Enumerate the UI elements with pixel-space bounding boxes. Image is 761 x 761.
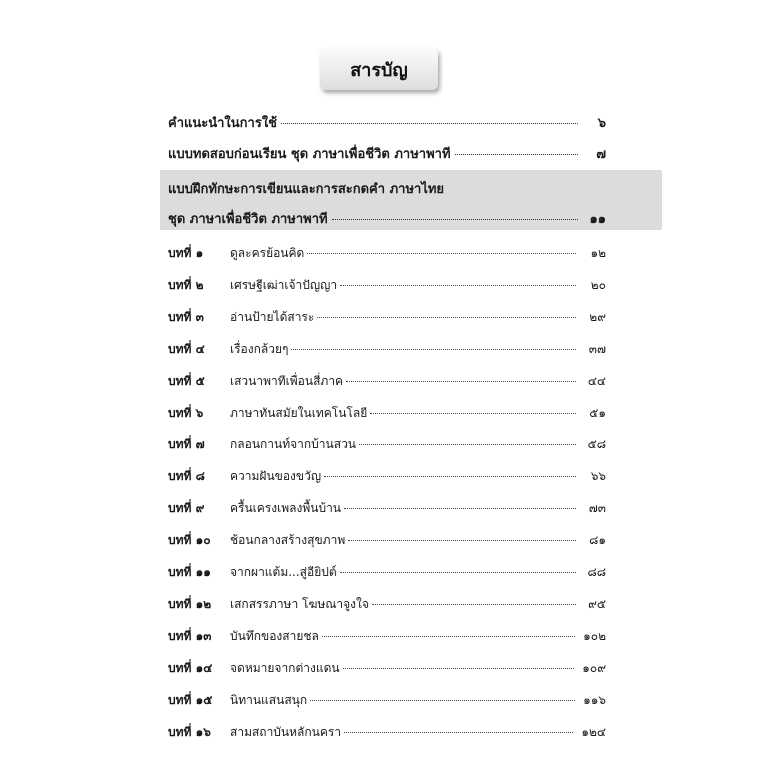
- chapter-title: ภาษาทันสมัยในเทคโนโลยี: [230, 405, 368, 420]
- toc-row-label: แบบทดสอบก่อนเรียน ชุด ภาษาเพื่อชีวิต ภาษาพาที: [168, 147, 451, 162]
- chapter-title: เสกสรรภาษา โฆษณาจูงใจ: [230, 596, 369, 611]
- chapter-title: สามสถาบันหลักนครา: [230, 724, 342, 739]
- dot-leader: [307, 253, 576, 254]
- dot-leader: [324, 476, 576, 477]
- toc-row-pretest: [168, 143, 606, 164]
- chapter-title: จดหมายจากต่างแดน: [230, 660, 340, 675]
- chapter-page: ๘๑: [589, 533, 606, 548]
- chapter-number: บทที่ ๗: [168, 437, 205, 452]
- dot-leader: [343, 668, 575, 669]
- section-heading-line2: [168, 208, 606, 229]
- dot-leader: [322, 636, 575, 637]
- chapter-title: นิทานแสนสนุก: [230, 692, 308, 707]
- dot-leader: [372, 604, 576, 605]
- chapter-number: บทที่ ๓: [168, 309, 204, 324]
- chapter-title: ความฝันของขวัญ: [230, 469, 322, 484]
- chapter-title: อ่านป้ายได้สาระ: [230, 309, 315, 324]
- chapter-row: [168, 563, 606, 582]
- chapter-row: [168, 531, 606, 550]
- chapter-number: บทที่ ๑: [168, 246, 204, 260]
- chapter-title: ดูละครย้อนคิด: [230, 246, 305, 260]
- dot-leader: [348, 540, 576, 541]
- dot-leader: [370, 413, 576, 414]
- chapter-page: ๒๙: [589, 309, 606, 324]
- dot-leader: [359, 444, 576, 445]
- chapter-page: ๒๐: [590, 277, 606, 292]
- dot-leader: [346, 381, 576, 382]
- chapter-row: [168, 340, 606, 359]
- section-heading-line1: แบบฝึกทักษะการเขียนและการสะกดคำ ภาษาไทย: [168, 182, 445, 197]
- chapter-number: บทที่ ๑๓: [168, 628, 212, 643]
- chapter-number: บทที่ ๖: [168, 405, 204, 420]
- chapter-row: [168, 691, 606, 710]
- chapter-title: เศรษฐีเฒ่าเจ้าปัญญา: [230, 277, 338, 292]
- chapter-row: [168, 467, 606, 486]
- chapter-row: [168, 723, 606, 742]
- chapter-page: ๕๘: [587, 437, 606, 452]
- dot-leader: [344, 732, 573, 733]
- chapter-number: บทที่ ๙: [168, 501, 205, 516]
- chapter-row: [168, 499, 606, 518]
- chapter-number: บทที่ ๑๔: [168, 660, 213, 675]
- dot-leader: [455, 154, 578, 155]
- chapter-title: จากผาแต้ม...สู่อียิปต์: [230, 565, 337, 579]
- toc-row-label: คำแนะนำในการใช้: [168, 116, 277, 131]
- toc-row-page: ๗: [596, 147, 606, 162]
- dot-leader: [310, 700, 575, 701]
- dot-leader: [317, 317, 576, 318]
- section-label: ชุด ภาษาเพื่อชีวิต ภาษาพาที: [168, 212, 328, 227]
- chapter-number: บทที่ ๑๐: [168, 533, 211, 548]
- chapter-page: ๗๓: [588, 501, 606, 516]
- chapter-number: บทที่ ๒: [168, 277, 204, 292]
- dot-leader: [281, 123, 578, 124]
- chapter-page: ๑๒: [590, 246, 606, 260]
- chapter-page: ๖๖: [590, 469, 606, 484]
- toc-row-instructions: [168, 112, 606, 133]
- dot-leader: [291, 349, 576, 350]
- chapter-title: เสวนาพาทีเพื่อนสี่ภาค: [230, 373, 344, 388]
- chapter-row: [168, 435, 606, 454]
- chapter-number: บทที่ ๑๕: [168, 692, 213, 707]
- chapter-row: [168, 595, 606, 614]
- chapter-page: ๙๕: [588, 596, 606, 611]
- chapter-title: ครื้นเครงเพลงพื้นบ้าน: [230, 501, 342, 516]
- chapter-number: บทที่ ๑๖: [168, 724, 211, 739]
- dot-leader: [340, 572, 576, 573]
- chapter-page: ๑๒๔: [581, 724, 606, 739]
- chapter-page: ๕๑: [589, 405, 606, 420]
- chapter-page: ๑๐๒: [583, 628, 606, 643]
- chapter-row: [168, 244, 606, 263]
- chapter-row: [168, 372, 606, 391]
- dot-leader: [340, 285, 576, 286]
- chapter-page: ๑๐๙: [582, 660, 606, 675]
- chapter-number: บทที่ ๔: [168, 341, 205, 356]
- chapter-row: [168, 276, 606, 295]
- chapter-number: บทที่ ๑๑: [168, 565, 211, 579]
- chapter-row: [168, 659, 606, 678]
- chapter-number: บทที่ ๕: [168, 373, 205, 388]
- dot-leader: [344, 508, 576, 509]
- chapter-row: [168, 308, 606, 327]
- chapter-number: บทที่ ๘: [168, 469, 205, 484]
- chapter-title: เรื่องกล้วยๆ: [230, 341, 289, 356]
- toc-row-page: ๖: [597, 116, 606, 131]
- toc-title: สารบัญ: [320, 48, 438, 90]
- chapter-page: ๔๔: [587, 373, 606, 388]
- chapter-row: [168, 404, 606, 423]
- chapter-page: ๓๗: [588, 341, 606, 356]
- chapter-page: ๘๘: [587, 565, 606, 579]
- chapter-page: ๑๑๖: [583, 692, 606, 707]
- chapter-title: บันทึกของสายชล: [230, 628, 319, 643]
- chapter-row: [168, 627, 606, 646]
- chapter-title: กลอนกานท์จากบ้านสวน: [230, 437, 357, 452]
- section-page: ๑๑: [589, 212, 606, 227]
- chapter-number: บทที่ ๑๒: [168, 596, 212, 611]
- chapter-title: ช้อนกลางสร้างสุขภาพ: [230, 533, 346, 548]
- dot-leader: [332, 219, 578, 220]
